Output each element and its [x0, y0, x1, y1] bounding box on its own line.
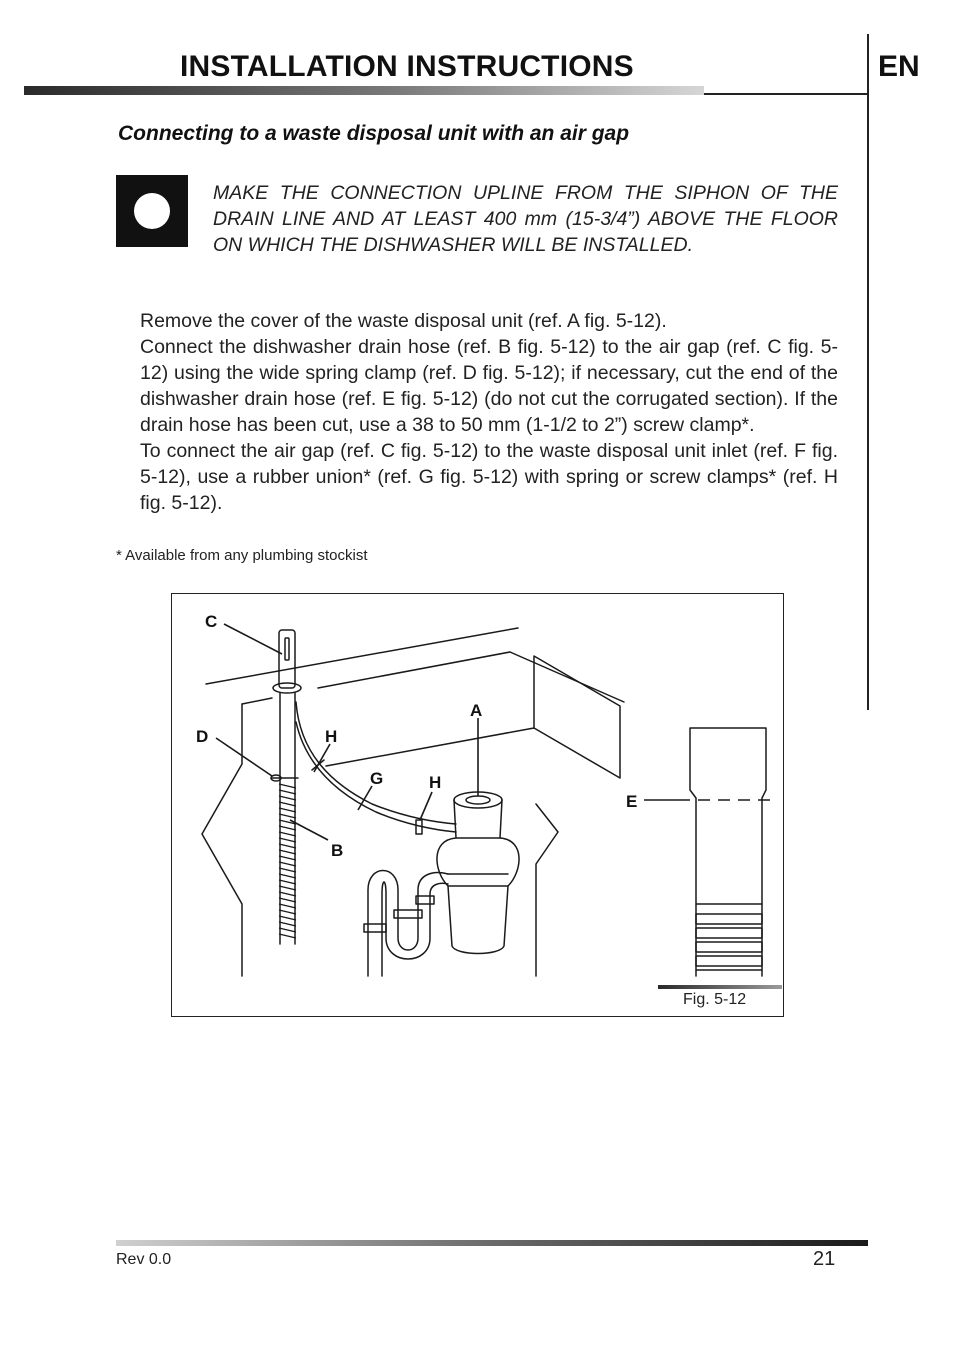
installation-diagram: [172, 594, 783, 1016]
paragraph-remove-cover: Remove the cover of the waste disposal unit (ref. A fig. 5-12).: [140, 310, 667, 332]
revision-label: Rev 0.0: [116, 1251, 172, 1268]
counter-right-edge: [510, 652, 624, 702]
page-title: INSTALLATION INSTRUCTIONS: [180, 50, 634, 83]
language-code: EN: [878, 50, 920, 83]
label-d: D: [196, 727, 209, 746]
side-margin-line: [867, 34, 869, 710]
label-a: A: [470, 701, 483, 720]
label-b: B: [331, 841, 344, 860]
figure-caption: Fig. 5-12: [683, 991, 747, 1008]
warning-dot: [134, 193, 170, 229]
sink-box-bottom: [326, 728, 534, 766]
disposal-body-bottom: [448, 886, 508, 954]
counter-front-edge: [318, 652, 510, 688]
sink-box-side: [534, 656, 620, 778]
body-text: [140, 308, 838, 516]
leader-h-lower: [420, 792, 432, 820]
footnote: * Available from any plumbing stockist: [116, 547, 368, 564]
air-gap-slot: [285, 638, 289, 660]
label-h-upper: H: [325, 727, 338, 746]
label-g: G: [370, 769, 384, 788]
paragraph-connect-hose: Connect the dishwasher drain hose (ref. B fig. 5-12) to the air gap (ref. C fig. 5-12) using the wide spring clamp (ref. D fig. 5-12); if necessary, cut the end of the dishwasher drain hose (ref. E fig. 5-12) (do not cut the corrugated section). If the drain hose has been cut, use a 38 to 50 mm (1-1/2 to 2”) screw clamp*.: [140, 336, 838, 436]
cabinet-right-wall: [536, 804, 558, 976]
figure-5-12: [171, 593, 784, 1017]
siphon-trap-inner: [382, 882, 448, 976]
page-number: 21: [813, 1248, 836, 1270]
label-e: E: [626, 792, 638, 811]
warning-dot-icon: [116, 175, 188, 247]
disposal-body-top: [437, 838, 519, 886]
header-rule: [704, 93, 868, 95]
label-h-lower: H: [429, 773, 442, 792]
label-c: C: [205, 612, 218, 631]
header-bar: [24, 86, 704, 95]
figure-caption-bar: [658, 985, 782, 989]
corrugated-hose: [279, 784, 296, 938]
paragraph-connect-air-gap: To connect the air gap (ref. C fig. 5-12) to the waste disposal unit inlet (ref. F fig. 5-12), use a rubber union* (ref. G fig. 5-12) with spring or screw clamps* (ref. H fig. 5-12).: [140, 440, 838, 514]
footer-bar: [116, 1240, 868, 1246]
leader-c: [224, 624, 282, 654]
section-title: Connecting to a waste disposal unit with an air gap: [118, 122, 630, 145]
counter-back-edge: [206, 628, 518, 684]
hose-end-fitting: [690, 728, 766, 904]
leader-d: [216, 738, 272, 776]
warning-text: MAKE THE CONNECTION UPLINE FROM THE SIPHON OF THE DRAIN LINE AND AT LEAST 400 mm (15-3/4”) ABOVE THE FLOOR ON WHICH THE DISHWASHER WILL BE INSTALLED.: [213, 182, 838, 256]
cabinet-left-top: [242, 698, 272, 704]
